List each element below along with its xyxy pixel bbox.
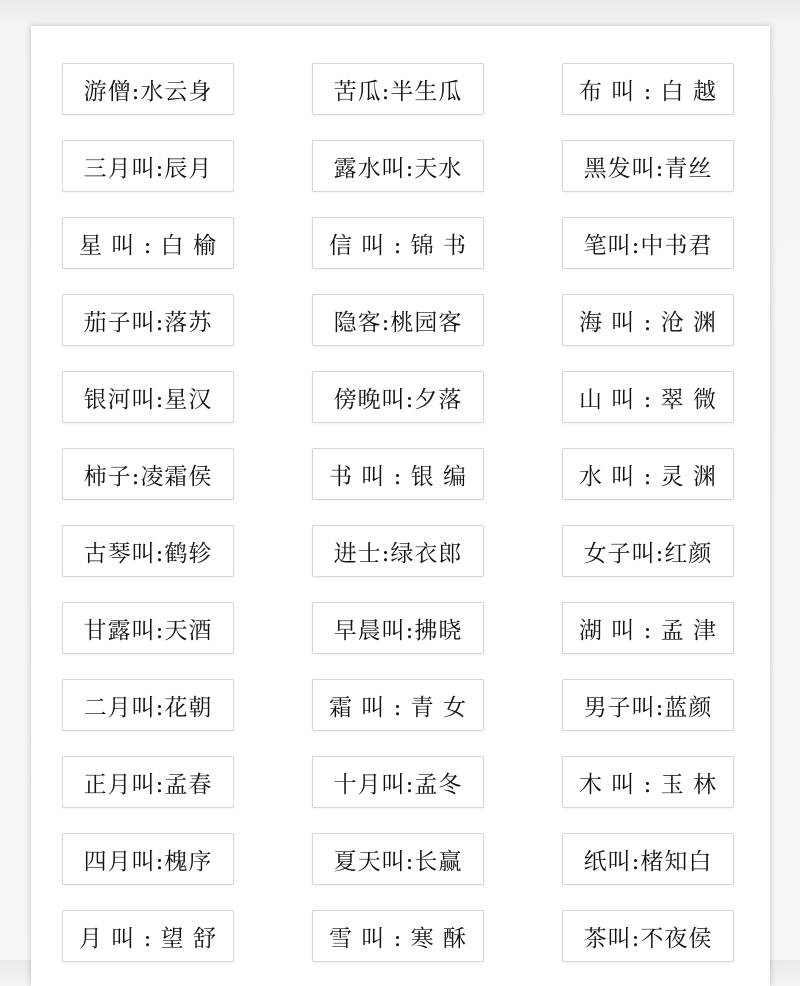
- word-card: 古琴叫:鹤轸: [62, 525, 234, 577]
- word-card: 夏天叫:长赢: [312, 833, 484, 885]
- word-card: 苦瓜:半生瓜: [312, 63, 484, 115]
- word-card: 银河叫:星汉: [62, 371, 234, 423]
- word-card: 星 叫 : 白 榆: [62, 217, 234, 269]
- word-card: 二月叫:花朝: [62, 679, 234, 731]
- word-card: 正月叫:孟春: [62, 756, 234, 808]
- card-grid: [62, 63, 734, 962]
- word-card: 黑发叫:青丝: [562, 140, 734, 192]
- word-card: 木 叫 : 玉 林: [562, 756, 734, 808]
- word-card: 露水叫:天水: [312, 140, 484, 192]
- word-card: 进士:绿衣郎: [312, 525, 484, 577]
- word-card: 三月叫:辰月: [62, 140, 234, 192]
- word-card: 游僧:水云身: [62, 63, 234, 115]
- word-card: 布 叫 : 白 越: [562, 63, 734, 115]
- word-card: 海 叫 : 沧 渊: [562, 294, 734, 346]
- word-card: 水 叫 : 灵 渊: [562, 448, 734, 500]
- word-card: 笔叫:中书君: [562, 217, 734, 269]
- word-card: 傍晚叫:夕落: [312, 371, 484, 423]
- word-card: 十月叫:孟冬: [312, 756, 484, 808]
- word-card: 男子叫:蓝颜: [562, 679, 734, 731]
- word-card: 月 叫 : 望 舒: [62, 910, 234, 962]
- word-card: 山 叫 : 翠 微: [562, 371, 734, 423]
- word-card: 茶叫:不夜侯: [562, 910, 734, 962]
- word-card: 四月叫:槐序: [62, 833, 234, 885]
- word-card: 早晨叫:拂晓: [312, 602, 484, 654]
- word-card: 茄子叫:落苏: [62, 294, 234, 346]
- word-card: 书 叫 : 银 编: [312, 448, 484, 500]
- word-card: 湖 叫 : 孟 津: [562, 602, 734, 654]
- word-card: 纸叫:楮知白: [562, 833, 734, 885]
- word-card: 柿子:凌霜侯: [62, 448, 234, 500]
- word-card: 霜 叫 : 青 女: [312, 679, 484, 731]
- word-card: 隐客:桃园客: [312, 294, 484, 346]
- word-card: 信 叫 : 锦 书: [312, 217, 484, 269]
- word-card: 雪 叫 : 寒 酥: [312, 910, 484, 962]
- word-card: 甘露叫:天酒: [62, 602, 234, 654]
- word-card: 女子叫:红颜: [562, 525, 734, 577]
- paper-sheet: [31, 26, 770, 986]
